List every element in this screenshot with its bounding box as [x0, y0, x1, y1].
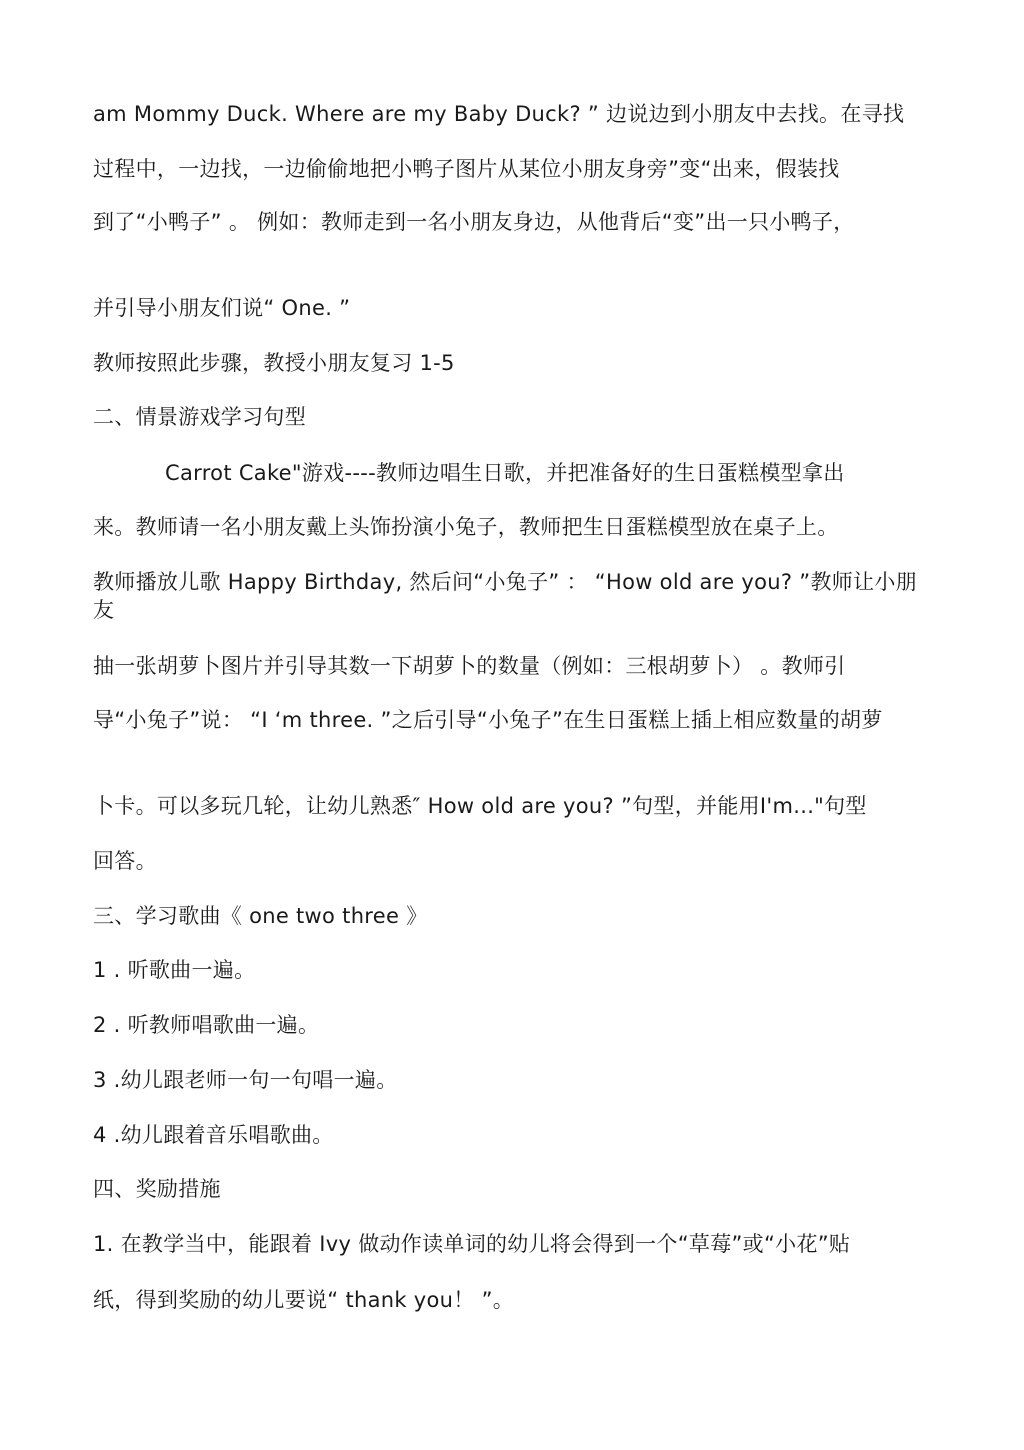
paragraph-line: 并引导小朋友们说“ One. ” — [93, 296, 351, 320]
list-item: 2 . 听教师唱歌曲一遍。 — [93, 1013, 320, 1037]
paragraph-line: 抽一张胡萝卜图片并引导其数一下胡萝卜的数量（例如：三根胡萝卜） 。教师引 — [93, 654, 846, 678]
paragraph-line: 纸，得到奖励的幼儿要说“ thank you！ ”。 — [93, 1288, 515, 1312]
list-item: 1 . 听歌曲一遍。 — [93, 958, 256, 982]
list-item: 3 .幼儿跟老师一句一句唱一遍。 — [93, 1068, 398, 1092]
paragraph-line: Carrot Cake"游戏----教师边唱生日歌，并把准备好的生日蛋糕模型拿出 — [165, 461, 845, 485]
section-heading: 四、奖励措施 — [93, 1177, 221, 1201]
paragraph-line: 回答。 — [93, 849, 157, 873]
list-item: 1. 在教学当中，能跟着 Ivy 做动作读单词的幼儿将会得到一个“草莓”或“小花”贴 — [93, 1232, 851, 1256]
paragraph-line: 过程中，一边找，一边偷偷地把小鸭子图片从某位小朋友身旁”变“出来，假装找 — [93, 157, 840, 181]
section-heading: 二、情景游戏学习句型 — [93, 405, 306, 429]
paragraph-line: 来。教师请一名小朋友戴上头饰扮演小兔子，教师把生日蛋糕模型放在桌子上。 — [93, 515, 839, 539]
paragraph-line: 卜卡。可以多玩几轮，让幼儿熟悉″ How old are you? ”句型，并能用I'm..."句型 — [93, 794, 867, 818]
list-item: 4 .幼儿跟着音乐唱歌曲。 — [93, 1123, 334, 1147]
paragraph-line: am Mommy Duck. Where are my Baby Duck? ” 边说边到小朋友中去找。在寻找 — [93, 102, 905, 126]
paragraph-line: 教师播放儿歌 Happy Birthday, 然后问“小兔子” ： “How old are you? ”教师让小朋友 — [93, 570, 917, 622]
paragraph-line: 到了“小鸭子” 。 例如：教师走到一名小朋友身边，从他背后“变”出一只小鸭子， — [93, 210, 855, 234]
paragraph-line: 导“小兔子”说： “I ‘m three. ”之后引导“小兔子”在生日蛋糕上插上相应数量的胡萝 — [93, 708, 883, 732]
section-heading: 三、学习歌曲《 one two three 》 — [93, 904, 428, 928]
paragraph-line: 教师按照此步骤，教授小朋友复习 1-5 — [93, 351, 455, 375]
